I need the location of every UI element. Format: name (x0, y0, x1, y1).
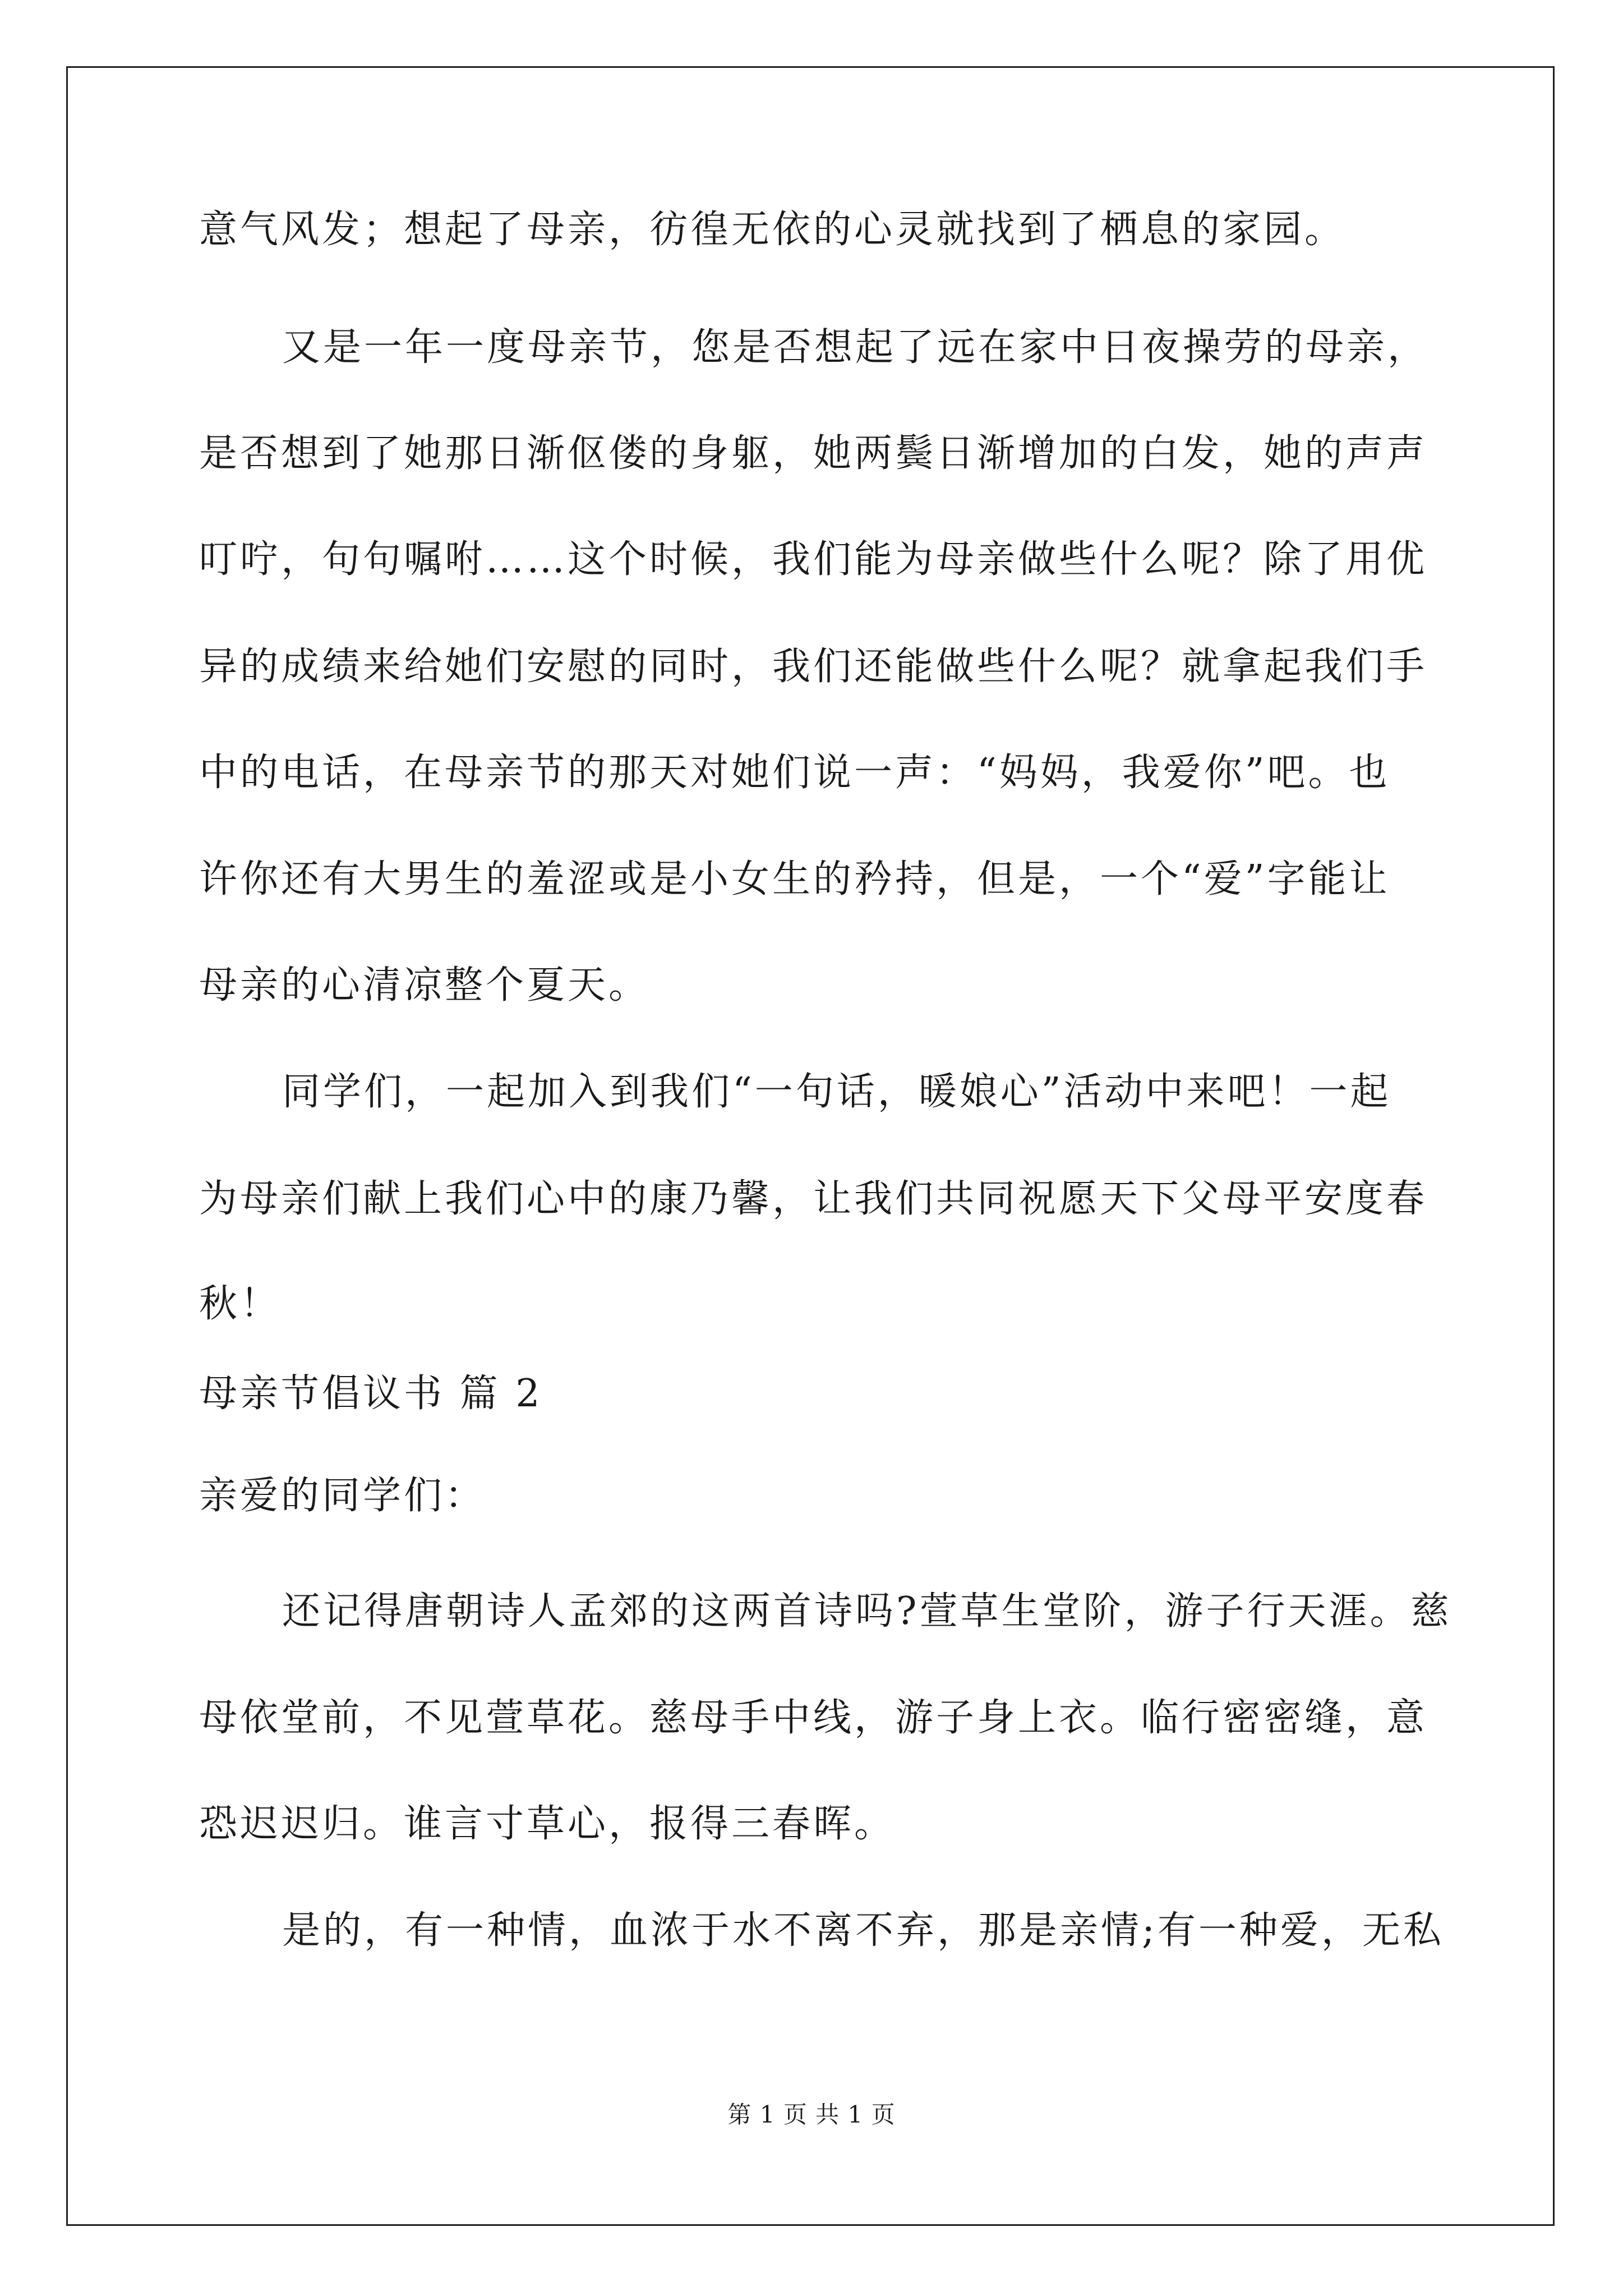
text-line: 同学们，一起加入到我们“一句话，暖娘心”活动中来吧！一起 (282, 1070, 1391, 1114)
text-line: 中的电话，在母亲节的那天对她们说一声：“妈妈，我爱你”吧。也 (199, 751, 1390, 795)
text-line: 是的，有一种情，血浓于水不离不弃，那是亲情;有一种爱，无私 (282, 1908, 1444, 1953)
text-line: 许你还有大男生的羞涩或是小女生的矜持，但是，一个“爱”字能让 (199, 857, 1390, 901)
text-line: 异的成绩来给她们安慰的同时，我们还能做些什么呢？就拿起我们手 (199, 645, 1428, 689)
text-line: 是否想到了她那日渐伛偻的身躯，她两鬓日渐增加的白发，她的声声 (199, 431, 1428, 476)
text-line: 母依堂前，不见萱草花。慈母手中线，游子身上衣。临行密密缝，意 (199, 1696, 1428, 1740)
page-footer: 第 1 页 共 1 页 (727, 2101, 896, 2128)
section-heading: 母亲节倡议书 篇 2 (199, 1372, 543, 1416)
text-line: 又是一年一度母亲节，您是否想起了远在家中日夜操劳的母亲， (282, 325, 1429, 370)
text-line: 意气风发；想起了母亲，彷徨无依的心灵就找到了栖息的家园。 (199, 208, 1346, 252)
text-line: 恐迟迟归。谁言寸草心，报得三春晖。 (199, 1802, 896, 1846)
text-line: 叮咛，句句嘱咐……这个时候，我们能为母亲做些什么呢？除了用优 (199, 537, 1428, 582)
text-line: 母亲的心清凉整个夏天。 (199, 963, 650, 1007)
text-line: 还记得唐朝诗人孟郊的这两首诗吗?萱草生堂阶，游子行天涯。慈 (282, 1589, 1452, 1634)
salutation: 亲爱的同学们： (199, 1474, 486, 1518)
page-border (66, 66, 1555, 2226)
text-line: 秋！ (199, 1282, 282, 1326)
text-line: 为母亲们献上我们心中的康乃馨，让我们共同祝愿天下父母平安度春 (199, 1177, 1428, 1221)
